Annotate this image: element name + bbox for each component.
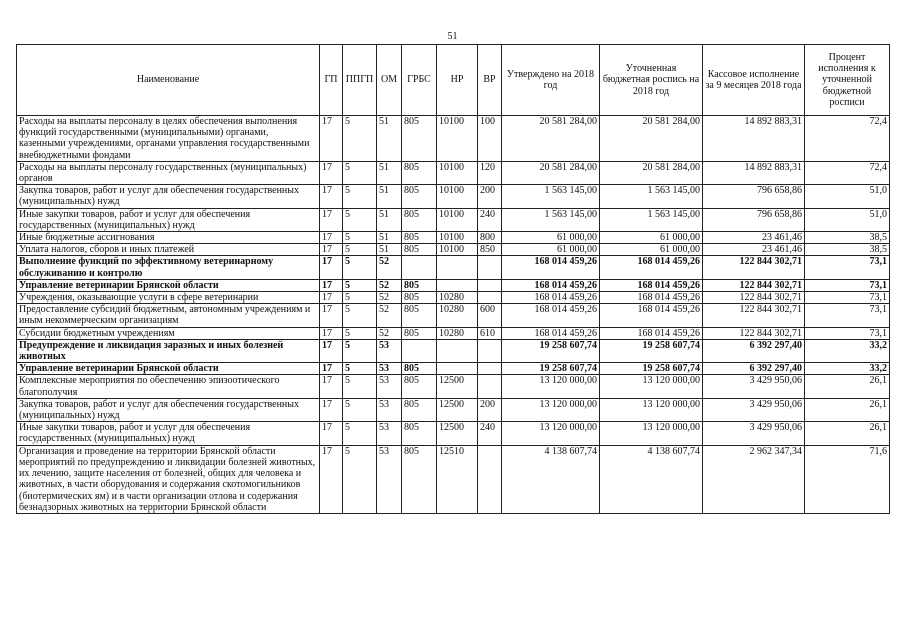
cell-cash: 3 429 950,06 xyxy=(703,398,805,421)
cell-grbs: 805 xyxy=(402,422,437,445)
cell-approved: 13 120 000,00 xyxy=(502,422,600,445)
cell-grbs: 805 xyxy=(402,327,437,339)
cell-name: Комплексные мероприятия по обеспечению эпизоотического благополучия xyxy=(17,375,320,398)
cell-nr: 12510 xyxy=(437,445,478,513)
table-row xyxy=(17,161,890,184)
cell-refined: 19 258 607,74 xyxy=(600,339,703,362)
cell-vr xyxy=(478,256,502,279)
cell-name: Иные закупки товаров, работ и услуг для обеспечения государственных (муниципальных) нужд xyxy=(17,208,320,231)
header-row xyxy=(17,45,890,116)
cell-cash: 3 429 950,06 xyxy=(703,375,805,398)
cell-vr: 200 xyxy=(478,398,502,421)
cell-cash: 2 962 347,34 xyxy=(703,445,805,513)
cell-nr: 12500 xyxy=(437,422,478,445)
cell-ppgp: 5 xyxy=(343,445,377,513)
cell-om: 51 xyxy=(377,208,402,231)
cell-om: 51 xyxy=(377,185,402,208)
cell-percent: 26,1 xyxy=(805,422,890,445)
cell-om: 52 xyxy=(377,304,402,327)
cell-ppgp: 5 xyxy=(343,422,377,445)
cell-approved: 168 014 459,26 xyxy=(502,256,600,279)
header-cash: Кассовое исполнение за 9 месяцев 2018 года xyxy=(703,45,805,116)
cell-percent: 26,1 xyxy=(805,375,890,398)
table-row xyxy=(17,445,890,513)
cell-name: Выполнение функций по эффективному ветеринарному обслуживанию и контролю xyxy=(17,256,320,279)
cell-percent: 71,6 xyxy=(805,445,890,513)
cell-approved: 13 120 000,00 xyxy=(502,375,600,398)
cell-refined: 168 014 459,26 xyxy=(600,304,703,327)
table-row xyxy=(17,363,890,375)
header-nr: НР xyxy=(437,45,478,116)
cell-cash: 122 844 302,71 xyxy=(703,256,805,279)
cell-approved: 19 258 607,74 xyxy=(502,363,600,375)
cell-cash: 122 844 302,71 xyxy=(703,327,805,339)
cell-gp: 17 xyxy=(320,398,343,421)
cell-name: Расходы на выплаты персоналу государственных (муниципальных) органов xyxy=(17,161,320,184)
cell-name: Иные закупки товаров, работ и услуг для обеспечения государственных (муниципальных) нужд xyxy=(17,422,320,445)
cell-name: Уплата налогов, сборов и иных платежей xyxy=(17,244,320,256)
cell-approved: 1 563 145,00 xyxy=(502,208,600,231)
cell-ppgp: 5 xyxy=(343,279,377,291)
header-refined: Уточненная бюджетная роспись на 2018 год xyxy=(600,45,703,116)
cell-refined: 20 581 284,00 xyxy=(600,116,703,162)
cell-gp: 17 xyxy=(320,363,343,375)
cell-grbs: 805 xyxy=(402,232,437,244)
cell-refined: 168 014 459,26 xyxy=(600,279,703,291)
cell-ppgp: 5 xyxy=(343,116,377,162)
cell-vr: 200 xyxy=(478,185,502,208)
cell-cash: 14 892 883,31 xyxy=(703,116,805,162)
cell-vr xyxy=(478,292,502,304)
cell-nr: 10100 xyxy=(437,244,478,256)
cell-om: 51 xyxy=(377,244,402,256)
cell-nr: 10100 xyxy=(437,185,478,208)
cell-nr xyxy=(437,256,478,279)
cell-cash: 14 892 883,31 xyxy=(703,161,805,184)
cell-om: 52 xyxy=(377,327,402,339)
cell-percent: 73,1 xyxy=(805,292,890,304)
cell-om: 51 xyxy=(377,232,402,244)
cell-ppgp: 5 xyxy=(343,327,377,339)
header-om: ОМ xyxy=(377,45,402,116)
cell-om: 53 xyxy=(377,398,402,421)
cell-nr: 10280 xyxy=(437,327,478,339)
cell-ppgp: 5 xyxy=(343,292,377,304)
cell-approved: 61 000,00 xyxy=(502,232,600,244)
cell-percent: 38,5 xyxy=(805,244,890,256)
cell-cash: 122 844 302,71 xyxy=(703,279,805,291)
cell-approved: 13 120 000,00 xyxy=(502,398,600,421)
cell-grbs xyxy=(402,256,437,279)
cell-ppgp: 5 xyxy=(343,375,377,398)
cell-name: Управление ветеринарии Брянской области xyxy=(17,363,320,375)
cell-refined: 168 014 459,26 xyxy=(600,292,703,304)
cell-refined: 1 563 145,00 xyxy=(600,185,703,208)
cell-approved: 1 563 145,00 xyxy=(502,185,600,208)
cell-nr xyxy=(437,363,478,375)
cell-refined: 20 581 284,00 xyxy=(600,161,703,184)
cell-grbs: 805 xyxy=(402,244,437,256)
cell-refined: 13 120 000,00 xyxy=(600,398,703,421)
cell-gp: 17 xyxy=(320,304,343,327)
cell-approved: 61 000,00 xyxy=(502,244,600,256)
cell-approved: 168 014 459,26 xyxy=(502,327,600,339)
header-grbs: ГРБС xyxy=(402,45,437,116)
cell-approved: 4 138 607,74 xyxy=(502,445,600,513)
table-row xyxy=(17,279,890,291)
cell-grbs: 805 xyxy=(402,304,437,327)
cell-grbs: 805 xyxy=(402,292,437,304)
page-number: 51 xyxy=(447,31,458,42)
cell-vr xyxy=(478,363,502,375)
cell-gp: 17 xyxy=(320,339,343,362)
cell-percent: 73,1 xyxy=(805,279,890,291)
cell-gp: 17 xyxy=(320,327,343,339)
cell-nr: 10100 xyxy=(437,161,478,184)
cell-ppgp: 5 xyxy=(343,244,377,256)
header-vr: ВР xyxy=(478,45,502,116)
cell-cash: 3 429 950,06 xyxy=(703,422,805,445)
cell-refined: 168 014 459,26 xyxy=(600,256,703,279)
cell-cash: 122 844 302,71 xyxy=(703,292,805,304)
cell-cash: 796 658,86 xyxy=(703,208,805,231)
cell-nr: 10100 xyxy=(437,232,478,244)
cell-om: 53 xyxy=(377,445,402,513)
cell-name: Предоставление субсидий бюджетным, автономным учреждениям и иным некоммерческим организациям xyxy=(17,304,320,327)
cell-percent: 51,0 xyxy=(805,185,890,208)
cell-grbs: 805 xyxy=(402,185,437,208)
table-row xyxy=(17,244,890,256)
header-approved: Утверждено на 2018 год xyxy=(502,45,600,116)
cell-percent: 73,1 xyxy=(805,327,890,339)
cell-ppgp: 5 xyxy=(343,363,377,375)
cell-om: 53 xyxy=(377,363,402,375)
cell-gp: 17 xyxy=(320,116,343,162)
cell-ppgp: 5 xyxy=(343,232,377,244)
cell-gp: 17 xyxy=(320,256,343,279)
cell-percent: 26,1 xyxy=(805,398,890,421)
cell-vr xyxy=(478,375,502,398)
header-gp: ГП xyxy=(320,45,343,116)
cell-grbs xyxy=(402,339,437,362)
cell-name: Предупреждение и ликвидация заразных и иных болезней животных xyxy=(17,339,320,362)
cell-gp: 17 xyxy=(320,445,343,513)
cell-gp: 17 xyxy=(320,232,343,244)
cell-vr: 100 xyxy=(478,116,502,162)
cell-vr: 240 xyxy=(478,208,502,231)
cell-grbs: 805 xyxy=(402,208,437,231)
cell-percent: 33,2 xyxy=(805,339,890,362)
cell-percent: 51,0 xyxy=(805,208,890,231)
cell-percent: 38,5 xyxy=(805,232,890,244)
cell-grbs: 805 xyxy=(402,116,437,162)
cell-om: 53 xyxy=(377,375,402,398)
cell-cash: 23 461,46 xyxy=(703,232,805,244)
cell-gp: 17 xyxy=(320,422,343,445)
cell-nr: 10280 xyxy=(437,292,478,304)
cell-gp: 17 xyxy=(320,185,343,208)
table-row xyxy=(17,185,890,208)
table-row xyxy=(17,208,890,231)
header-ppgp: ППГП xyxy=(343,45,377,116)
cell-name: Организация и проведение на территории Брянской области мероприятий по предупреждению и ликвидации болезней животных, их лечению, защите населения от болезней, общих для человека и животных, в части оборудования и содержания скотомогильников (биотермических ям) и в части организации отлова и содержания безнадзорных животных на территории Брянской области xyxy=(17,445,320,513)
cell-ppgp: 5 xyxy=(343,398,377,421)
cell-refined: 19 258 607,74 xyxy=(600,363,703,375)
cell-om: 51 xyxy=(377,116,402,162)
table-row xyxy=(17,339,890,362)
cell-refined: 13 120 000,00 xyxy=(600,422,703,445)
cell-om: 51 xyxy=(377,161,402,184)
cell-vr: 120 xyxy=(478,161,502,184)
cell-grbs: 805 xyxy=(402,279,437,291)
cell-name: Учреждения, оказывающие услуги в сфере ветеринарии xyxy=(17,292,320,304)
cell-grbs: 805 xyxy=(402,161,437,184)
cell-ppgp: 5 xyxy=(343,256,377,279)
cell-nr: 12500 xyxy=(437,375,478,398)
cell-ppgp: 5 xyxy=(343,185,377,208)
cell-om: 52 xyxy=(377,279,402,291)
cell-percent: 73,1 xyxy=(805,256,890,279)
cell-cash: 6 392 297,40 xyxy=(703,339,805,362)
header-percent: Процент исполнения к уточненной бюджетной росписи xyxy=(805,45,890,116)
cell-gp: 17 xyxy=(320,292,343,304)
cell-vr: 600 xyxy=(478,304,502,327)
table-row xyxy=(17,304,890,327)
cell-cash: 122 844 302,71 xyxy=(703,304,805,327)
cell-name: Расходы на выплаты персоналу в целях обеспечения выполнения функций государственными (муниципальными) органами, казенными учреждениями, органами управления государственными внебюджетными фондами xyxy=(17,116,320,162)
cell-vr: 610 xyxy=(478,327,502,339)
cell-grbs: 805 xyxy=(402,363,437,375)
cell-cash: 23 461,46 xyxy=(703,244,805,256)
cell-ppgp: 5 xyxy=(343,304,377,327)
cell-approved: 168 014 459,26 xyxy=(502,279,600,291)
cell-refined: 4 138 607,74 xyxy=(600,445,703,513)
cell-refined: 61 000,00 xyxy=(600,232,703,244)
cell-refined: 168 014 459,26 xyxy=(600,327,703,339)
cell-approved: 20 581 284,00 xyxy=(502,161,600,184)
cell-vr xyxy=(478,279,502,291)
cell-gp: 17 xyxy=(320,375,343,398)
cell-ppgp: 5 xyxy=(343,339,377,362)
table-row xyxy=(17,327,890,339)
cell-vr: 850 xyxy=(478,244,502,256)
cell-name: Закупка товаров, работ и услуг для обеспечения государственных (муниципальных) нужд xyxy=(17,185,320,208)
cell-nr: 12500 xyxy=(437,398,478,421)
table-row xyxy=(17,398,890,421)
cell-nr: 10100 xyxy=(437,116,478,162)
cell-percent: 72,4 xyxy=(805,161,890,184)
cell-name: Управление ветеринарии Брянской области xyxy=(17,279,320,291)
cell-nr: 10100 xyxy=(437,208,478,231)
cell-name: Иные бюджетные ассигнования xyxy=(17,232,320,244)
table-row xyxy=(17,116,890,162)
cell-nr xyxy=(437,339,478,362)
table-row xyxy=(17,375,890,398)
table-row xyxy=(17,256,890,279)
cell-approved: 20 581 284,00 xyxy=(502,116,600,162)
cell-gp: 17 xyxy=(320,279,343,291)
cell-grbs: 805 xyxy=(402,445,437,513)
cell-name: Закупка товаров, работ и услуг для обеспечения государственных (муниципальных) нужд xyxy=(17,398,320,421)
cell-gp: 17 xyxy=(320,208,343,231)
cell-ppgp: 5 xyxy=(343,208,377,231)
cell-percent: 73,1 xyxy=(805,304,890,327)
table-row xyxy=(17,232,890,244)
cell-gp: 17 xyxy=(320,161,343,184)
cell-om: 52 xyxy=(377,292,402,304)
cell-name: Субсидии бюджетным учреждениям xyxy=(17,327,320,339)
cell-grbs: 805 xyxy=(402,375,437,398)
cell-gp: 17 xyxy=(320,244,343,256)
cell-om: 53 xyxy=(377,339,402,362)
cell-ppgp: 5 xyxy=(343,161,377,184)
cell-refined: 1 563 145,00 xyxy=(600,208,703,231)
budget-table xyxy=(16,44,890,514)
cell-refined: 13 120 000,00 xyxy=(600,375,703,398)
cell-approved: 168 014 459,26 xyxy=(502,304,600,327)
cell-vr xyxy=(478,445,502,513)
cell-cash: 796 658,86 xyxy=(703,185,805,208)
table-row xyxy=(17,422,890,445)
table-row xyxy=(17,292,890,304)
cell-nr: 10280 xyxy=(437,304,478,327)
cell-vr: 800 xyxy=(478,232,502,244)
cell-om: 53 xyxy=(377,422,402,445)
cell-approved: 168 014 459,26 xyxy=(502,292,600,304)
header-name: Наименование xyxy=(17,45,320,116)
cell-vr: 240 xyxy=(478,422,502,445)
cell-nr xyxy=(437,279,478,291)
cell-percent: 72,4 xyxy=(805,116,890,162)
cell-grbs: 805 xyxy=(402,398,437,421)
cell-vr xyxy=(478,339,502,362)
cell-percent: 33,2 xyxy=(805,363,890,375)
cell-refined: 61 000,00 xyxy=(600,244,703,256)
cell-cash: 6 392 297,40 xyxy=(703,363,805,375)
cell-om: 52 xyxy=(377,256,402,279)
cell-approved: 19 258 607,74 xyxy=(502,339,600,362)
